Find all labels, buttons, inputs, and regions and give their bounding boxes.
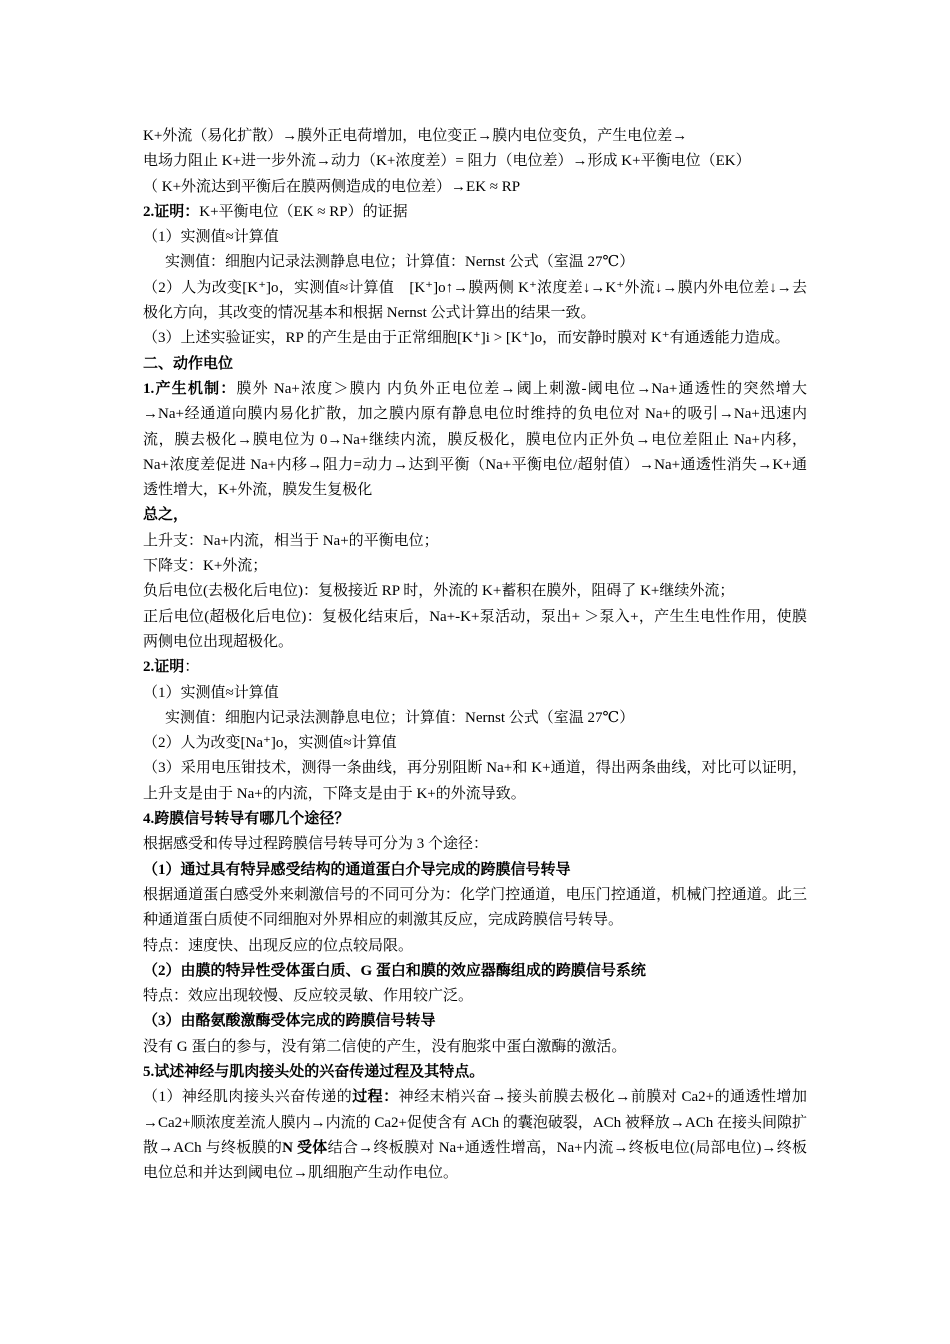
paragraph [143, 377, 807, 503]
paragraph: 下降支：K+外流； [143, 558, 268, 575]
question-heading [143, 807, 807, 832]
paragraph-text: K+平衡电位（EK ≈ RP）的证据 [199, 203, 408, 220]
bold-label: N 受体 [282, 1139, 328, 1156]
subsection-heading-text: （2）由膜的特异性受体蛋白质、G 蛋白和膜的效应器酶组成的跨膜信号系统 [143, 962, 646, 979]
paragraph: （1）实测值≈计算值 [143, 684, 279, 701]
paragraph-text: 膜外 Na+浓度＞膜内 内负外正电位差→阈上刺激-阈电位→Na+通透性的突然增大→Na+经通道向膜内易化扩散，加之膜内原有静息电位时维持的负电位对 Na+的吸引→Na+迅速内流，膜去极化→膜电位为 0→Na+继续内流，膜反极化，膜电位内正外负→电位差阻止 Na+内移，Na+浓度差促进 Na+内移→阻力=动力→达到平衡（Na+平衡电位/超射值）→Na+通透性消失→K+通透性增大，K+外流，膜发生复极化 [143, 380, 807, 499]
paragraph: 根据感受和传导过程跨膜信号转导可分为 3 个途径： [143, 836, 489, 853]
question-heading [143, 1060, 807, 1085]
bold-label: 2.证明 [143, 659, 185, 676]
paragraph: 没有 G 蛋白的参与，没有第二信使的产生，没有胞浆中蛋白激酶的激活。 [143, 1038, 627, 1055]
paragraph: 上升支：Na+内流，相当于 Na+的平衡电位； [143, 532, 439, 549]
bold-label: 过程： [352, 1089, 399, 1106]
bold-label: 2.证明： [143, 203, 200, 220]
paragraph: （2）人为改变[K⁺]o，实测值≈计算值 [K⁺]o↑→膜两侧 K⁺浓度差↓→K⁺外流↓→膜内外电位差↓→去极化方向，其改变的情况基本和根据 Nernst 公式计算出的结果一致。 [143, 279, 807, 322]
paragraph: 实测值：细胞内记录法测静息电位；计算值：Nernst 公式（室温 27℃） [165, 254, 635, 271]
question-heading-text: 4.跨膜信号转导有哪几个途径？ [143, 811, 350, 828]
paragraph: （3）采用电压钳技术，测得一条曲线，再分别阻断 Na+和 K+通道，得出两条曲线，对比可以证明，上升支是由于 Na+的内流，下降支是由于 K+的外流导致。 [143, 760, 807, 802]
paragraph: 特点：速度快、出现反应的位点较局限。 [143, 937, 414, 954]
bold-label: 1.产生机制： [143, 380, 237, 397]
subsection-heading [143, 1009, 807, 1034]
subsection-heading [143, 858, 807, 883]
paragraph: K+外流（易化扩散）→膜外正电荷增加，电位变正→膜内电位变负，产生电位差→ [143, 128, 688, 144]
document-body [143, 124, 807, 1186]
section-heading [143, 352, 807, 377]
paragraph: （1）实测值≈计算值 [143, 229, 279, 246]
paragraph [143, 655, 807, 680]
paragraph: （ K+外流达到平衡后在膜两侧造成的电位差）→EK ≈ RP [143, 178, 521, 195]
section-heading-text: 二、动作电位 [143, 355, 234, 372]
paragraph-text: 神经末梢兴奋→接头前膜去极化→前膜对 Ca2+的通透性增加→Ca2+顺浓度差流人膜内→内流的 Ca2+促使含有 ACh 的囊泡破裂，ACh 被释放→ACh 在接头间隙扩散→ACh 与终板膜的 [143, 1089, 808, 1156]
bold-label: 总之， [143, 507, 189, 524]
question-heading-text: 5.试述神经与肌肉接头处的兴奋传递过程及其特点。 [143, 1063, 485, 1080]
paragraph: 实测值：细胞内记录法测静息电位；计算值：Nernst 公式（室温 27℃） [165, 709, 635, 726]
paragraph: 负后电位(去极化后电位)：复极接近 RP 时，外流的 K+蓄积在膜外，阻碍了 K+继续外流； [143, 583, 735, 600]
subsection-heading-text: （1）通过具有特异感受结构的通道蛋白介导完成的跨膜信号转导 [143, 861, 571, 878]
paragraph-text: （1）神经肌肉接头兴奋传递的 [143, 1089, 353, 1106]
paragraph [143, 503, 807, 528]
paragraph: 根据通道蛋白感受外来刺激信号的不同可分为：化学门控通道，电压门控通道，机械门控通道。此三种通道蛋白质使不同细胞对外界相应的刺激其反应，完成跨膜信号转导。 [143, 886, 807, 929]
paragraph-text: 结合→终板膜对 Na+通透性增高，Na+内流→终板电位(局部电位)→终板电位总和并达到阈电位→肌细胞产生动作电位。 [143, 1139, 807, 1182]
paragraph: （2）人为改变[Na⁺]o，实测值≈计算值 [143, 735, 397, 752]
paragraph: 电场力阻止 K+进一步外流→动力（K+浓度差）= 阻力（电位差）→形成 K+平衡电位（EK） [143, 153, 751, 170]
subsection-heading [143, 959, 807, 984]
paragraph: 特点：效应出现较慢、反应较灵敏、作用较广泛。 [143, 988, 474, 1005]
paragraph: （3）上述实验证实，RP 的产生是由于正常细胞[K⁺]i > [K⁺]o，而安静时膜对 K⁺有通透能力造成。 [143, 330, 790, 347]
subsection-heading-text: （3）由酪氨酸激酶受体完成的跨膜信号转导 [143, 1013, 436, 1030]
paragraph-text: ： [184, 659, 200, 676]
paragraph [143, 200, 807, 225]
paragraph: 正后电位(超极化后电位)：复极化结束后，Na+-K+泵活动，泵出+ ＞泵入+，产生生电性作用，使膜两侧电位出现超极化。 [143, 608, 807, 650]
paragraph [143, 1085, 807, 1186]
